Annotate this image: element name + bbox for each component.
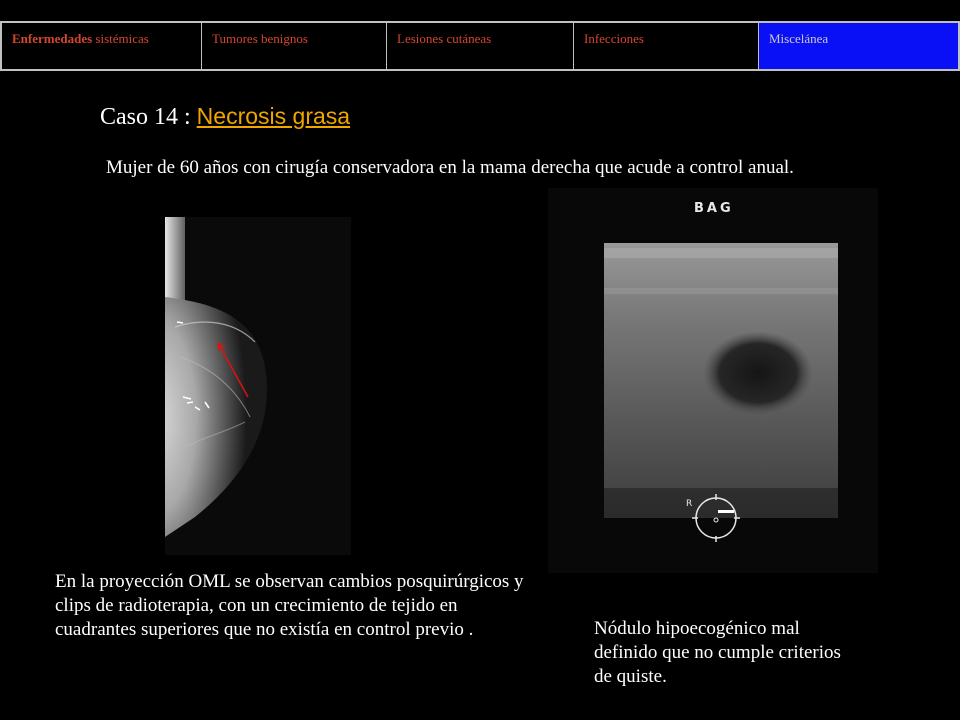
tab-lesiones-cutaneas[interactable] — [387, 23, 574, 69]
ultrasound-caption: Nódulo hipoecogénico mal definido que no cumple criterios de quiste. — [594, 618, 841, 687]
tab-infecciones[interactable] — [574, 23, 759, 69]
tab-label: Infecciones — [584, 31, 644, 46]
mammogram-image — [165, 217, 351, 555]
ultrasound-graphic — [548, 188, 878, 573]
mammogram-graphic — [165, 217, 351, 555]
ultrasound-label: BAG — [694, 201, 734, 216]
orientation-marker: R — [686, 499, 693, 509]
tab-label: Lesiones cutáneas — [397, 31, 492, 46]
case-intro: Mujer de 60 años con cirugía conservadora en la mama derecha que acude a control anual. — [106, 157, 794, 178]
tab-enfermedades-sistemicas[interactable] — [2, 23, 202, 69]
tab-label-bold: Enfermedades — [12, 31, 93, 46]
ultrasound-image — [548, 188, 878, 573]
tab-label: sistémicas — [92, 31, 149, 46]
tab-label: Miscelánea — [769, 31, 829, 46]
tab-miscelanea[interactable] — [759, 23, 958, 69]
mammogram-caption: En la proyección OML se observan cambios posquirúrgicos y clips de radioterapia, con un crecimiento de tejido en cuadrantes superiores que no existía en control previo . — [55, 571, 524, 640]
tab-label: Tumores benignos — [212, 31, 308, 46]
case-title — [100, 103, 350, 131]
case-title-link[interactable]: Necrosis grasa — [196, 103, 351, 129]
tab-tumores-benignos[interactable] — [202, 23, 387, 69]
case-number: Caso 14 : — [100, 104, 197, 130]
top-navigation — [0, 21, 960, 71]
